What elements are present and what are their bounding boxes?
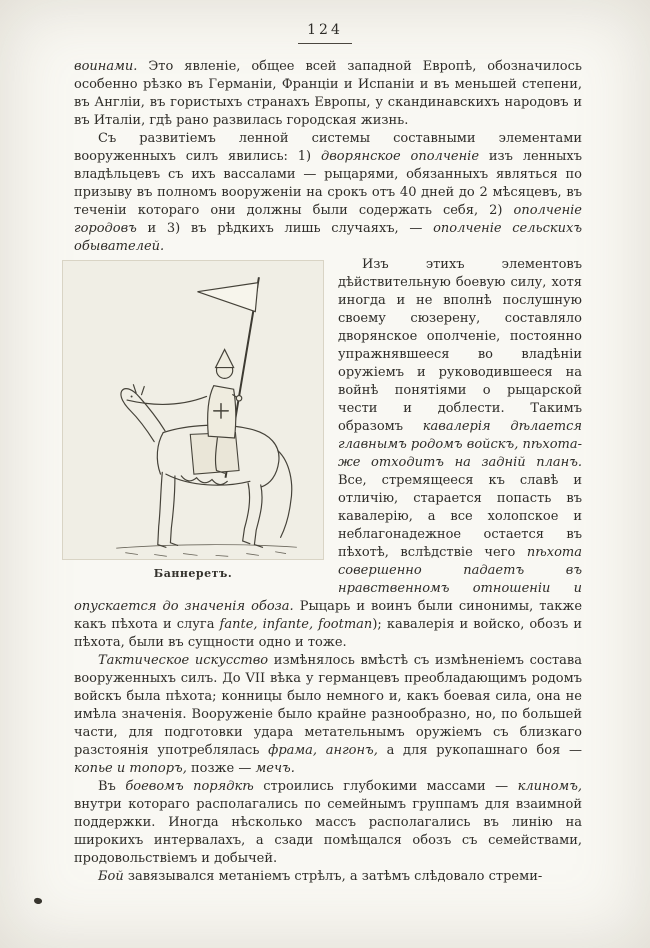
text-run-italic: копье и топоръ, <box>74 761 187 776</box>
text-run: Въ <box>98 779 126 794</box>
ground <box>116 545 297 557</box>
text-run: завязывался метаніемъ стрѣлъ, а затѣмъ слѣдовало стреми- <box>123 869 543 884</box>
text-run-italic: дворянское ополченіе <box>320 149 480 164</box>
text-run: внутри котораго располагались по семейнымъ группамъ для взаимной поддержки. Иногда нѣсколько массъ располагались въ линію на широкихъ интервалахъ, а сзади помѣщался обозъ съ семействами, продовольствіемъ и добычей. <box>74 797 582 866</box>
text-run: а для рукопашнаго боя — <box>377 743 582 758</box>
saddle-cloth <box>190 433 239 475</box>
text-run: изъ ленныхъ владѣльцевъ съ ихъ вассалами — рыцарями, обязанныхъ являться по призыву въ полномъ вооруженіи на срокъ отъ 40 дней до 2 мѣсяцевъ, въ теченіи котораго они должны были содержать себя, 2) <box>74 149 582 218</box>
knight-figure <box>62 260 324 583</box>
header-rule <box>298 43 352 44</box>
text-run-italic: клиномъ, <box>517 779 582 794</box>
text-run-italic: fante, infante, footman <box>219 617 373 632</box>
figure-caption: Баннеретъ. <box>153 567 233 580</box>
banneret-illustration <box>62 260 324 560</box>
paragraph-tactics <box>74 652 582 778</box>
paragraph-battle-order <box>74 778 582 868</box>
flag <box>198 283 259 312</box>
text-run: Рыцарь и воинъ были синонимы, также какъ пѣхота и слуга <box>74 599 583 632</box>
text-run: Все, стремящееся къ славѣ и отличію, старается попасть въ кавалерію, а все холопское и неблагонадежное остается въ пѣхотѣ, вслѣдствіе чего <box>338 473 582 560</box>
text-run-italic: пѣхота совершенно падаетъ въ нравственномъ отношеніи и опускается до значенія обоза. <box>74 545 582 614</box>
rider-hand <box>236 396 241 401</box>
paragraph-continued <box>74 58 582 130</box>
page-header <box>0 0 650 44</box>
text-run-italic: фрама, ангонъ, <box>268 743 378 758</box>
text-run: позже — <box>186 761 256 776</box>
paragraph-feudal-elements <box>74 130 582 256</box>
rider-helmet <box>216 349 234 367</box>
paragraph-battle-start <box>74 868 582 886</box>
text-run-italic: Тактическое искусство <box>98 653 269 668</box>
text-run: Изъ этихъ элементовъ дѣйствительную боевую силу, хотя иногда и не вполнѣ послушную своему сюзерену, составляло дворянское ополченіе, постоянно упражнявшееся во владѣніи оружіемъ и руководившееся на войнѣ понятіями о рыцарской чести и доблести. Такимъ образомъ <box>338 257 582 434</box>
text-run-italic: кавалерія дѣлается главнымъ родомъ войскъ, пѣхота-же отходитъ на задній планъ. <box>338 419 582 470</box>
text-run-italic: Бой <box>98 869 124 884</box>
banneret-engraving-drawing <box>63 261 323 559</box>
page-body <box>0 58 650 912</box>
page-number: 124 <box>307 22 343 38</box>
text-run: Съ развитіемъ ленной системы составными элементами вооруженныхъ силъ явились: 1) <box>74 131 582 164</box>
text-run: ); кавалерія и войско, обозъ и пѣхота, были въ сущности одно и тоже. <box>74 617 582 650</box>
text-run: и 3) въ рѣдкихъ лишь случаяхъ, — <box>136 221 434 236</box>
text-run: Это явленіе, общее всей западной Европѣ, обозначилось особенно рѣзко въ Германіи, Франціи и Испаніи и въ меньшей степени, въ Англіи, въ гористыхъ странахъ Европы, у скандинавскихъ народовъ и въ Италіи, гдѣ рано развилась городская жизнь. <box>74 59 582 128</box>
text-run: строились глубокими массами — <box>253 779 518 794</box>
text-run-italic: ополченіе городовъ <box>74 203 582 236</box>
rider-torso <box>208 386 236 438</box>
text-run-italic: мечъ. <box>255 761 295 776</box>
text-run-italic: ополченіе сельскихъ обывателей. <box>74 221 582 254</box>
text-run-italic: воинами. <box>74 59 138 74</box>
text-run-italic: боевомъ порядкѣ <box>125 779 254 794</box>
text-run: измѣнялось вмѣстѣ съ измѣненіемъ состава вооруженныхъ силъ. До VII вѣка у германцевъ преобладающимъ родомъ войскъ была пѣхота; конницы было немного и, какъ боевая сила, она не имѣла значенія. Вооруженіе было крайне разнообразно, но, по большей части, для подготовки удара метательнымъ оружіемъ съ близкаго разстоянія употреблялась <box>74 653 582 758</box>
